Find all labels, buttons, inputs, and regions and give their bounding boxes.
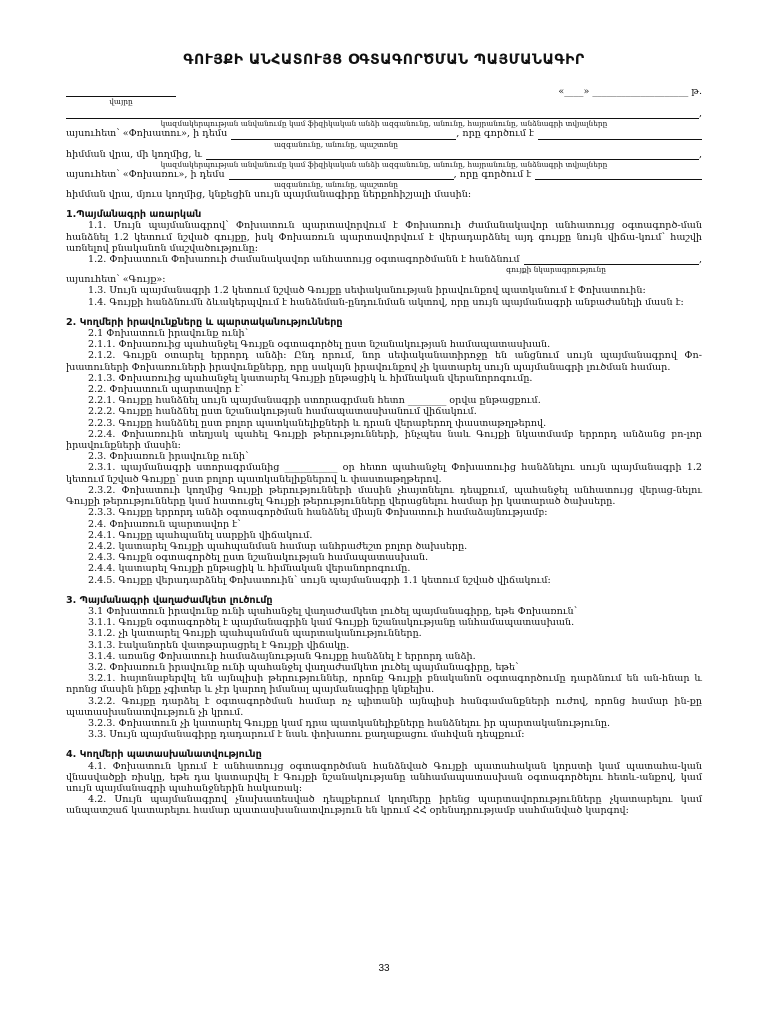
section1-heading: 1.Պայմանագրի առարկան xyxy=(66,209,202,221)
clause-item: 2.1.2. Գույքն օտարել երրորդ անձի: Ընդ որում, նոր սեփականատիրոջը են անցնում սույն պայմանագրով Փո-խատուների Փոխառուների իրավունքները, որը սակայն իրավունքով չի կատարել սույն պայմանագրի լուծման համար. xyxy=(66,350,702,373)
clause-item: 2.4. Փոխառուն պարտավոր է՝ xyxy=(88,518,241,530)
party2-basis-field[interactable] xyxy=(535,169,702,180)
section3-clauses xyxy=(66,606,702,740)
clause-item: 3.1 Փոխատուն իրավունք ունի պահանջել վաղաժամկետ լուծել պայմանագիրը, եթե Փոխառուն՝ xyxy=(88,605,578,617)
section4-heading: 4. Կողմերի պատասխանատվությունը xyxy=(66,749,262,761)
property-caption: գույքի նկարագրությունը xyxy=(506,265,606,275)
clause-item: 4.2. Սույն պայմանագրով չնախատեսված դեպքերում կողմերը իրենց պարտավորությունները չկատարելու կամ անպատշաճ կատարելու համար պատասխանատվություն են կրում ՀՀ օրենսդրությամբ սահմանված կարգով: xyxy=(66,794,702,817)
clause-item: 2.2.1. Գույքը հանձնել սույն պայմանագրի ստորագրման հետո ________ օրվա ընթացքում. xyxy=(88,395,541,407)
clause-item: 3.1.2. չի կատարել Գույքի պահպանման պարտականությունները. xyxy=(88,628,422,640)
party2-prefix: այսուհետ՝ «Փոխառու», ի դեմս xyxy=(66,168,225,180)
property-description-field[interactable] xyxy=(524,254,699,265)
party1-name-field[interactable] xyxy=(66,108,699,119)
party1-prefix: այսուհետ՝ «Փոխատու», ի դեմս xyxy=(66,128,228,140)
clause-item: 3.2.3. Փոխատուն չի կատարել Գույքը կամ դրա պատկանելիքները հանձնելու իր պարտականությունը. xyxy=(88,717,611,729)
party2-rep-row xyxy=(66,169,702,180)
party2-rep-caption: ազգանունը, անունը, պաշտոնը xyxy=(273,180,398,190)
place-field[interactable] xyxy=(66,86,176,97)
clause-item: 2.3.3. Գույքը երրորդ անձի օգտագործման հանձնել միայն Փոխատուի համաձայնությամբ: xyxy=(88,507,548,519)
clause-item: 2.4.5. Գույքը վերադարձնել Փոխատուին՝ սույն պայմանագրի 1.1 կետում նշված վիճակում: xyxy=(88,574,551,586)
intro-text: հիմման վրա, մյուս կողմից, կնքեցին սույն պայմանագիրը ներքոհիշյալի մասին: xyxy=(66,189,472,201)
clause-item: 2.1.1. Փոխառուից պահանջել Գույքն օգտագործել ըստ նշանակության համապատասխան. xyxy=(88,339,551,351)
party1-rep-field[interactable] xyxy=(231,129,456,140)
clause-item: 2.4.3. Գույքն օգտագործել ըստ նշանակության համապատասխան. xyxy=(88,552,429,564)
document-title: ԳՈՒՅՔԻ ԱՆՀԱՏՈՒՅՑ ՕԳՏԱԳՈՐԾՄԱՆ ՊԱՅՄԱՆԱԳԻՐ xyxy=(183,52,585,68)
place-caption: վայրը xyxy=(109,97,133,107)
clause-item: 3.2.2. Գույքը դարձել է օգտագործման համար ոչ պիտանի այնպիսի հանգամանքների ուժով, որոնց համար ին-քը պատասխանատվություն չի կրում. xyxy=(66,695,702,718)
clause-item: 2.3. Փոխառուն իրավունք ունի՝ xyxy=(88,451,249,463)
page-number: 33 xyxy=(378,963,390,974)
place-date-row xyxy=(66,86,702,97)
party1-basis-row: հիմման վրա, մի կողմից, և , xyxy=(66,148,702,160)
clause-item: 2.4.2. կատարել Գույքի պահպանման համար անհրաժեշտ բոլոր ծախսերը. xyxy=(88,540,468,552)
clause-item: 3.1.1. Գույքն օգտագործել է պայմանագրին կամ Գույքի նշանակությանը անհամապատասխան. xyxy=(88,617,575,629)
clause-item: 3.1.4. առանց Փոխատուի համաձայնության Գույքը հանձնել է երրորդ անձի. xyxy=(88,650,476,662)
clause-item: 2.2.3. Գույքը հանձնել ըստ բոլոր պատկանելիքների և դրան վերաբերող փաստաթղթերով. xyxy=(88,417,547,429)
party1-acting: , որը գործում է xyxy=(456,128,534,140)
clause-item: 2.2.2. Գույքը հանձնել ըստ նշանակության համապատասխանում վիճակում. xyxy=(88,406,477,418)
clause-item: 2.4.4. կատարել Գույքի ընթացիկ և հիմնական վերանորոգումը. xyxy=(88,563,411,575)
section2-heading: 2. Կողմերի իրավունքները և պարտականությունները xyxy=(66,316,343,328)
party2-rep-field[interactable] xyxy=(229,169,454,180)
party1-rep-row xyxy=(66,128,702,139)
clause-item: 3.2. Փոխառուն իրավունք ունի պահանջել վաղաժամկետ լուծել պայմանագիրը, եթե՝ xyxy=(88,661,519,673)
clause-item: 2.1.3. Փոխառուից պահանջել կատարել Գույքի ընթացիկ և հիմնական վերանորոգումը. xyxy=(88,372,533,384)
clause-item: 3.1.3. էականորեն վատթարացրել է Գույքի վիճակը. xyxy=(88,639,350,651)
clause-1-1: 1.1. Սույն պայմանագրով՝ Փոխատուն պարտավորվում է Փոխառուի ժամանակավոր անհատույց օգտագործ-ման հանձնել 1.2 կետում նշված գույքը, իսկ Փոխառուն պարտավորվում է վերադարձնել այդ գույքը նույն վիճա-կում՝ հաշվի առնելով բնականոն մաշվածությունը: xyxy=(66,220,702,254)
party1-name-row: , xyxy=(66,108,702,119)
clause-1-2: 1.2. Փոխատուն Փոխառուի ժամանակավոր անհատույց օգտագործմանն է հանձնում xyxy=(88,254,520,266)
date-field: «____» ____________________ թ. xyxy=(558,86,702,97)
clause-item: 2.3.2. Փոխատուի կողմից Գույքի թերությունների մասին չհայտնելու դեպքում, պահանջել անհատույց վերաց-նելու Գույքի թերությունները կամ հատուցել Գույքի թերությունները վերացնելու համար իր կատարած ծախսերը. xyxy=(66,484,702,508)
clause-1-3: 1.3. Սույն պայմանագրի 1.2 կետում նշված Գույքը սեփականության իրավունքով պատկանում է Փոխատուին: xyxy=(88,285,646,297)
clause-item: 2.2.4. Փոխառուին տեղյակ պահել Գույքի թերությունների, ինչպես նաև Գույքի նկատմամբ երրորդ անձանց բո-լոր իրավունքների մասին: xyxy=(66,428,702,452)
clause-item: 2.4.1. Գույքը պահպանել սարքին վիճակում. xyxy=(88,529,313,541)
section2-clauses xyxy=(66,328,702,586)
section4-clauses xyxy=(66,761,702,817)
party1-caption: կազմակերպության անվանումը կամ ֆիզիկական անձի ազգանունը, անունը, հայրանունը, անձնագրի տվյալները xyxy=(160,119,608,129)
party1-basis-text: հիմման վրա, մի կողմից, և xyxy=(66,148,202,160)
clause-item: 2.2. Փոխատուն պարտավոր է՝ xyxy=(88,384,244,396)
clause-1-2-tail: այսուհետ՝ «Գույք»: xyxy=(66,274,166,286)
party1-basis-field[interactable] xyxy=(538,129,702,140)
document-page xyxy=(66,52,702,817)
section3-heading: 3. Պայմանագրի վաղաժամկետ լուծումը xyxy=(66,594,273,606)
clause-item: 4.1. Փոխատուն կրում է անհատույց օգտագործման հանձնված Գույքի պատահական կորստի կամ պատահա-կան վնասվածքի ռիսկը, եթե դա կատարվել է Գույքի նշանակությանը անհամապատասխան օգտագործելու հետև-անքով, կամ սույն պայմանագրի պահանջներին հակառակ: xyxy=(66,760,702,794)
clause-1-2-row: 1.2. Փոխատուն Փոխառուի ժամանակավոր անհատույց օգտագործմանն է հանձնում , xyxy=(88,254,702,266)
clause-item: 3.2.1. հայտնաբերվել են այնպիսի թերություններ, որոնք Գույքի բնականոն օգտագործումը դարձնում են ան-հնար և որոնց մասին ինքը չգիտեր և չէր կարող իմանալ պայմանագիրը կնքելիս. xyxy=(66,673,702,696)
party1-rep-caption: ազգանունը, անունը, պաշտոնը xyxy=(273,139,398,149)
party2-acting: , որը գործում է xyxy=(453,168,532,180)
party2-name-field[interactable] xyxy=(206,149,699,160)
clause-item: 2.1 Փոխատուն իրավունք ունի՝ xyxy=(88,328,249,340)
clause-1-4: 1.4. Գույքի հանձնումն ձևակերպվում է հանձնման-ընդունման ակտով, որը սույն պայմանագրի անբաժանելի մասն է: xyxy=(88,296,684,308)
clause-item: 2.3.1. պայմանագրի ստորագրմանից ___________ օր հետո պահանջել Փոխատուից հանձնելու սույն պայմանագրի 1.2 կետում նշված Գույքը՝ ըստ բոլոր պատկանելիքներով և փաստաթղթերով. xyxy=(66,462,702,485)
clause-item: 3.3. Սույն պայմանագիրը դադարում է նաև փոխառու քաղաքացու մահվան դեպքում: xyxy=(88,729,525,741)
party2-caption: կազմակերպության անվանումը կամ ֆիզիկական անձի ազգանունը, անունը, հայրանունը, անձնագրի տվյալները xyxy=(160,159,608,169)
